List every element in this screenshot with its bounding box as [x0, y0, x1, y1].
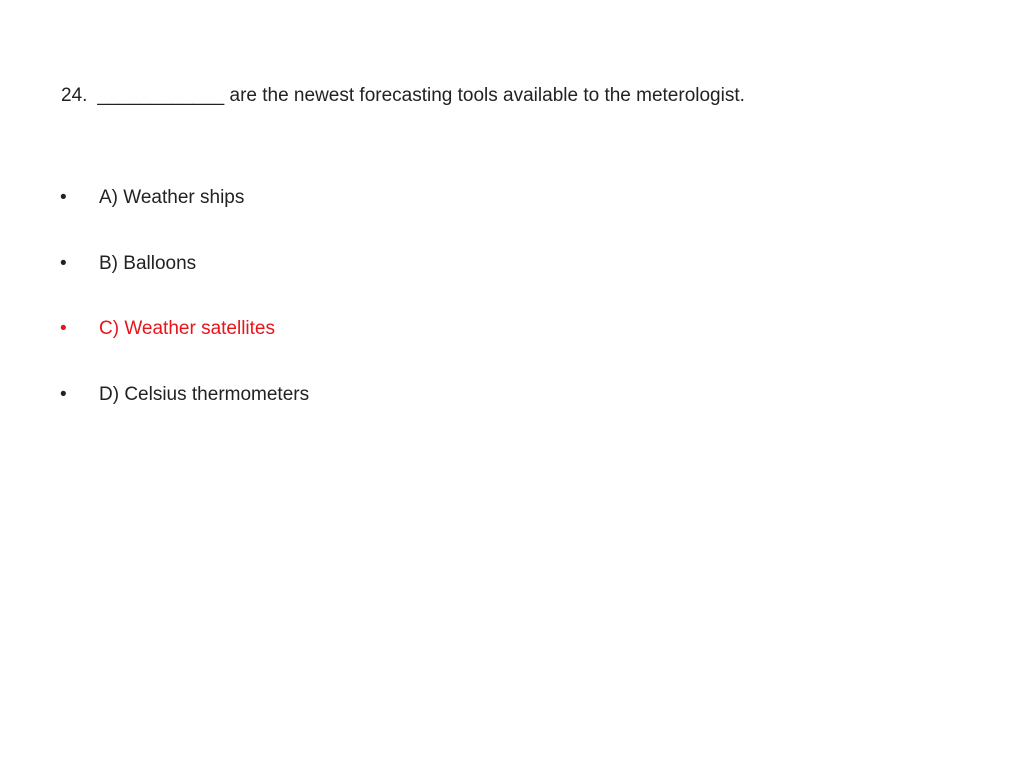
bullet-icon: • [60, 318, 67, 339]
option-c-label: C) Weather satellites [99, 318, 275, 339]
question-text [61, 84, 745, 108]
bullet-icon: • [60, 253, 67, 274]
option-d-label: D) Celsius thermometers [99, 384, 310, 405]
option-b [60, 252, 196, 276]
question-body: ____________ are the newest forecasting tools available to the meterologist. [97, 85, 745, 106]
option-b-label: B) Balloons [99, 253, 197, 274]
question-number: 24. [61, 85, 88, 106]
bullet-icon: • [60, 187, 67, 208]
option-a-label: A) Weather ships [99, 187, 245, 208]
bullet-icon: • [60, 384, 67, 405]
option-c-correct [60, 317, 275, 341]
option-d [60, 383, 309, 407]
option-a [60, 186, 244, 210]
